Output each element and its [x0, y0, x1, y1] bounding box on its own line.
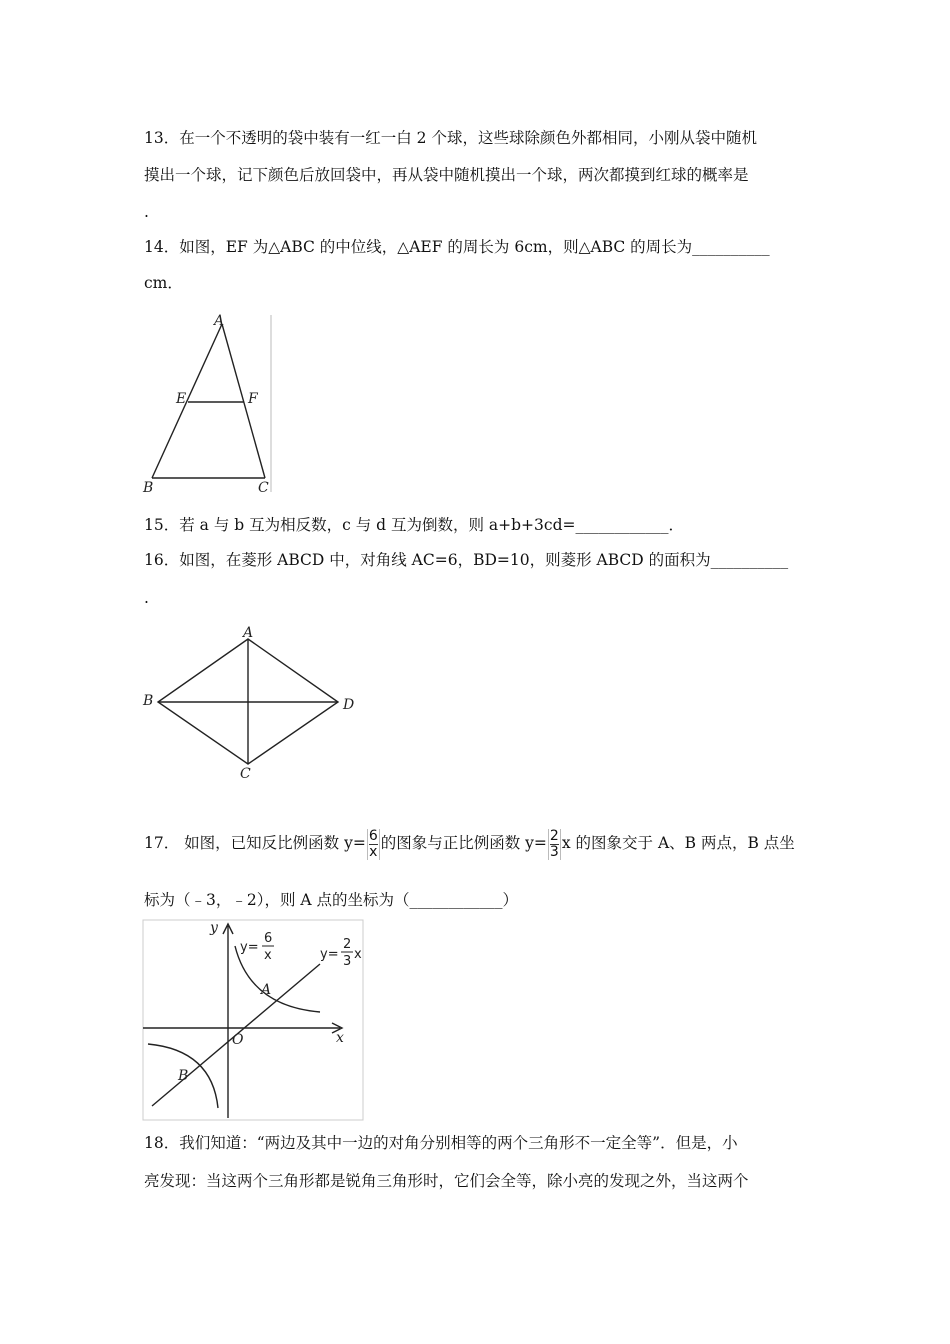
q13-line-1: 13．在一个不透明的袋中装有一红一白 2 个球，这些球除颜色外都相同，小刚从袋中随机	[144, 129, 757, 147]
q17-fraction-2-over-3	[548, 829, 561, 860]
curve-label-numerator: 6	[264, 931, 273, 946]
x-axis-label: x	[336, 1030, 344, 1046]
q16-line-2: .	[144, 589, 149, 607]
line-label-prefix: y=	[320, 947, 339, 962]
point-b-label: B	[178, 1068, 189, 1084]
origin-label: O	[232, 1032, 244, 1048]
label-a: A	[214, 313, 225, 329]
label-b: B	[143, 480, 154, 494]
line-label-numerator: 2	[343, 937, 352, 952]
label-c: C	[240, 766, 251, 782]
q16-line-1: 16．如图，在菱形 ABCD 中，对角线 AC=6，BD=10，则菱形 ABCD 的面积为__________	[144, 551, 789, 569]
curve-label-prefix: y=	[240, 940, 259, 955]
q17-suffix: x 的图象交于 A、B 两点，B 点坐	[561, 834, 795, 852]
q17-line-1	[144, 826, 795, 860]
fraction-numerator: 6	[368, 827, 378, 844]
q17-prefix: 17． 如图，已知反比例函数 y=	[144, 834, 366, 852]
fraction-denominator: 3	[549, 843, 559, 860]
side-ab	[152, 324, 222, 478]
q18-line-1: 18．我们知道：“两边及其中一边的对角分别相等的两个三角形不一定全等”．但是，小	[144, 1134, 738, 1152]
function-graph-figure	[140, 918, 366, 1122]
side-ac	[222, 324, 265, 478]
label-a: A	[243, 625, 254, 641]
hyperbola-branch-1	[235, 946, 320, 1012]
q14-line-1: 14．如图，EF 为△ABC 的中位线，△AEF 的周长为 6cm，则△ABC 的周长为__________	[144, 238, 770, 256]
label-e: E	[176, 391, 187, 407]
q17-middle: 的图象与正比例函数 y=	[380, 834, 547, 852]
fraction-denominator: x	[369, 843, 378, 860]
rhombus-figure	[140, 624, 360, 784]
q17-fraction-6-over-x	[367, 829, 380, 860]
label-c: C	[258, 480, 269, 494]
q17-line-2: 标为（﹣3，﹣2），则 A 点的坐标为（____________）	[144, 891, 519, 909]
point-a-label: A	[261, 982, 272, 998]
q15-line-1: 15．若 a 与 b 互为相反数，c 与 d 互为倒数，则 a+b+3cd=____________．	[144, 516, 684, 534]
y-axis-label: y	[210, 920, 218, 936]
q14-line-2: cm．	[144, 274, 183, 292]
line-label-suffix: x	[354, 947, 362, 962]
curve-label-denominator: x	[264, 948, 272, 963]
label-b: B	[143, 693, 154, 709]
q13-line-2: 摸出一个球，记下颜色后放回袋中，再从袋中随机摸出一个球，两次都摸到红球的概率是	[144, 166, 749, 184]
label-f: F	[248, 391, 258, 407]
line-label-denominator: 3	[343, 954, 352, 969]
label-d: D	[343, 697, 355, 713]
fraction-numerator: 2	[549, 827, 559, 844]
q13-line-3: .	[144, 203, 149, 221]
q18-line-2: 亮发现：当这两个三角形都是锐角三角形时，它们会全等，除小亮的发现之外，当这两个	[144, 1172, 749, 1190]
triangle-figure	[140, 312, 274, 494]
